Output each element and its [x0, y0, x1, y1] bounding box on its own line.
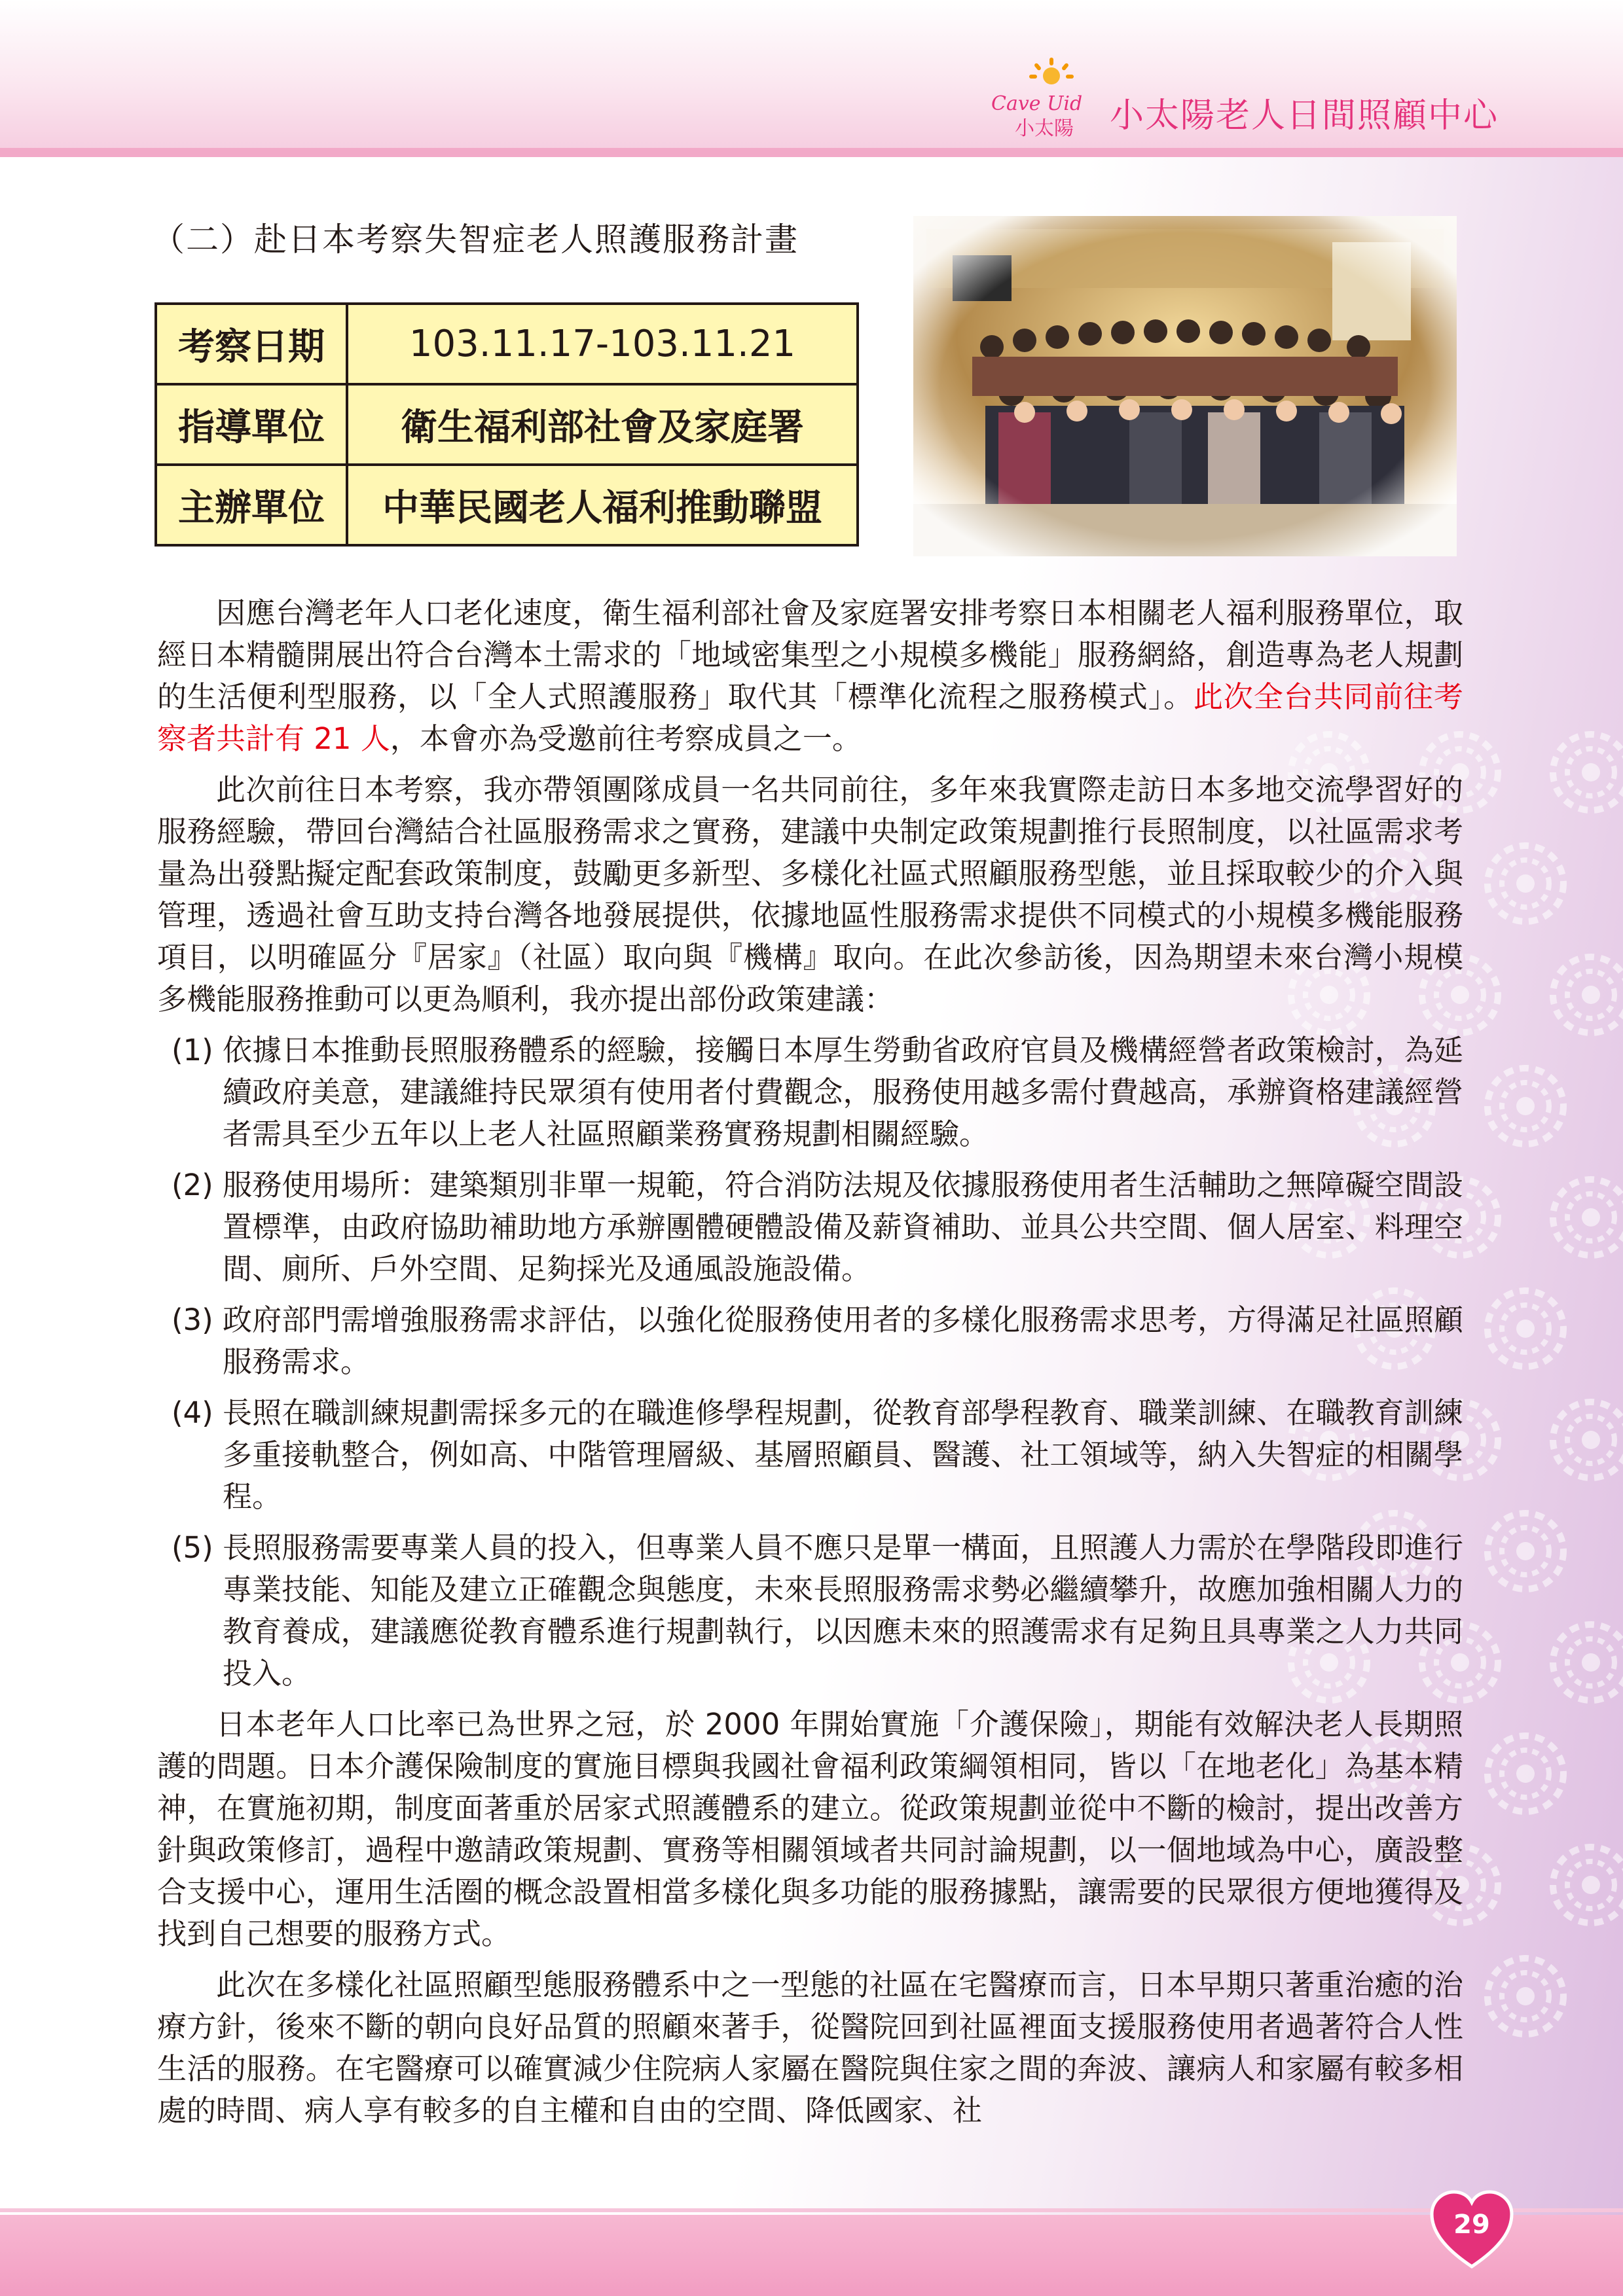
paragraph-1-text-a: 因應台灣老年人口老化速度，衛生福利部社會及家庭署安排考察日本相關老人福利服務單位，取經日本精髓開展出符合台灣本土需求的「地域密集型之小規模多機能」服務網絡，創造專為老人規劃的生活便利型服務，以「全人式照護服務」取代其「標準化流程之服務模式」。 [157, 596, 1463, 714]
table-value-date: 103.11.17-103.11.21 [347, 304, 858, 384]
highlight-text: 此次全台共同前往考察者共計有 21 人 [157, 679, 1463, 756]
list-item-number: (5) [172, 1530, 213, 1565]
paragraph-1 [157, 592, 1463, 760]
list-item-number: (1) [172, 1033, 213, 1067]
sun-logo-icon [989, 56, 1100, 141]
section-title: （二）赴日本考察失智症老人照護服務計畫 [152, 221, 799, 259]
logo-latin-text: Cave Uid [991, 92, 1083, 115]
list-item-text: 政府部門需增強服務需求評估，以強化從服務使用者的多樣化服務需求思考，方得滿足社區照顧服務需求。 [223, 1302, 1463, 1379]
group-photo [913, 216, 1457, 556]
paragraph-3: 日本老年人口比率已為世界之冠，於 2000 年開始實施「介護保險」，期能有效解決老人長期照護的問題。日本介護保險制度的實施目標與我國社會福利政策綱領相同，皆以「在地老化」為基本精神，在實施初期，制度面著重於居家式照護體系的建立。從政策規劃並從中不斷的檢討，提出改善方針與政策修訂，過程中邀請政策規劃、實務等相關領域者共同討論規劃，以一個地域為中心，廣設整合支援中心，運用生活圈的概念設置相當多樣化與多功能的服務據點，讓需要的民眾很方便地獲得及找到自己想要的服務方式。 [157, 1707, 1463, 1951]
table-row [156, 465, 858, 545]
list-item-number: (4) [172, 1395, 213, 1430]
paragraph-2: 此次前往日本考察，我亦帶領團隊成員一名共同前往，多年來我實際走訪日本多地交流學習好的服務經驗，帶回台灣結合社區服務需求之實務，建議中央制定政策規劃推行長照制度，以社區需求考量為出發點擬定配套政策制度，鼓勵更多新型、多樣化社區式照顧服務型態，並且採取較少的介入與管理，透過社會互助支持台灣各地發展提供，依據地區性服務需求提供不同模式的小規模多機能服務項目，以明確區分『居家』（社區）取向與『機構』取向。在此次參訪後，因為期望未來台灣小規模多機能服務推動可以更為順利，我亦提出部份政策建議： [157, 772, 1463, 1016]
list-item-text: 長照在職訓練規劃需採多元的在職進修學程規劃，從教育部學程教育、職業訓練、在職教育訓練多重接軌整合，例如高、中階管理層級、基層照顧員、醫護、社工領域等，納入失智症的相關學程。 [223, 1395, 1463, 1514]
list-item-text: 長照服務需要專業人員的投入，但專業人員不應只是單一構面，且照護人力需於在學階段即進行專業技能、知能及建立正確觀念與態度，未來長照服務需求勢必繼續攀升，故應加強相關人力的教育養成，建議應從教育體系進行規劃執行，以因應未來的照護需求有足夠且具專業之人力共同投入。 [223, 1530, 1463, 1691]
table-value-organizer: 中華民國老人福利推動聯盟 [347, 465, 858, 545]
list-item [157, 1527, 1463, 1695]
list-item-number: (3) [172, 1302, 213, 1337]
header-divider [0, 148, 1623, 157]
paragraph-1-text-b: ，本會亦為受邀前往考察成員之一。 [390, 721, 862, 756]
table-row [156, 384, 858, 465]
article-body [157, 592, 1463, 2141]
list-item [157, 1030, 1463, 1155]
list-item [157, 1299, 1463, 1383]
page-footer [0, 2215, 1623, 2296]
list-item-number: (2) [172, 1168, 213, 1202]
table-label-organizer: 主辦單位 [156, 465, 347, 545]
page-number: 29 [1453, 2210, 1490, 2240]
logo-cn-text: 小太陽 [1015, 117, 1074, 140]
list-item-text: 服務使用場所：建築類別非單一規範，符合消防法規及依據服務使用者生活輔助之無障礙空間設置標準，由政府協助補助地方承辦團體硬體設備及薪資補助、並具公共空間、個人居室、料理空間、廁所、戶外空間、足夠採光及通風設施設備。 [223, 1168, 1463, 1286]
table-value-guidance: 衛生福利部社會及家庭署 [347, 384, 858, 465]
center-name: 小太陽老人日間照顧中心 [1110, 96, 1499, 135]
list-item [157, 1392, 1463, 1518]
list-item-text: 依據日本推動長照服務體系的經驗，接觸日本厚生勞動省政府官員及機構經營者政策檢討，為延續政府美意，建議維持民眾須有使用者付費觀念，服務使用越多需付費越高，承辦資格建議經營者需具至少五年以上老人社區照顧業務實務規劃相關經驗。 [223, 1033, 1463, 1151]
table-label-date: 考察日期 [156, 304, 347, 384]
paragraph-4: 此次在多樣化社區照顧型態服務體系中之一型態的社區在宅醫療而言，日本早期只著重治癒的治療方針，後來不斷的朝向良好品質的照顧來著手，從醫院回到社區裡面支援服務使用者過著符合人性生活的服務。在宅醫療可以確實減少住院病人家屬在醫院與住家之間的奔波、讓病人和家屬有較多相處的時間、病人享有較多的自主權和自由的空間、降低國家、社 [157, 1967, 1463, 2128]
footer-divider [0, 2208, 1623, 2212]
table-label-guidance: 指導單位 [156, 384, 347, 465]
info-table [155, 302, 859, 547]
table-row [156, 304, 858, 384]
recommendation-list [157, 1030, 1463, 1695]
list-item [157, 1164, 1463, 1290]
